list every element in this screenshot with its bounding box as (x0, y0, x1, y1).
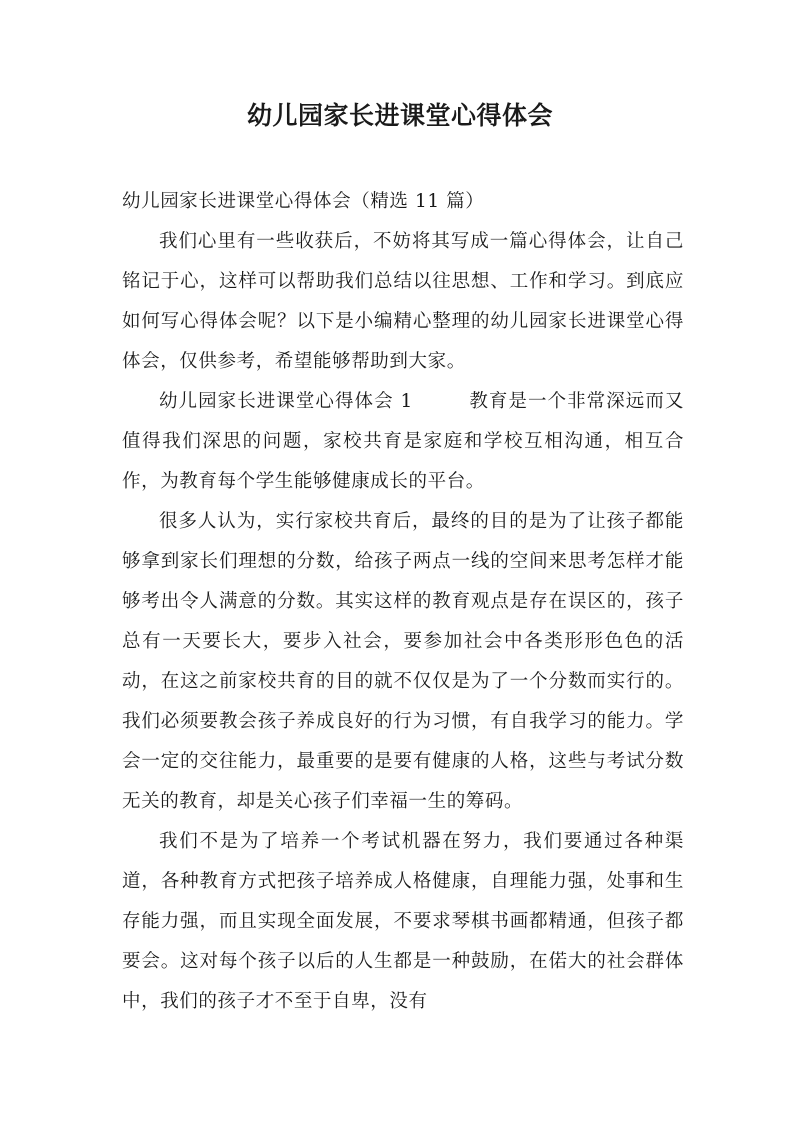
document-body (122, 182, 684, 1022)
document-subtitle: 幼儿园家长进课堂心得体会（精选 11 篇） (122, 191, 485, 212)
document-title: 幼儿园家长进课堂心得体会 (246, 101, 553, 130)
section-1-paragraph (122, 382, 684, 502)
intro-paragraph: 我们心里有一些收获后，不妨将其写成一篇心得体会，让自己铭记于心，这样可以帮助我们总结以往思想、工作和学习。到底应如何写心得体会呢？以下是小编精心整理的幼儿园家长进课堂心得体会，仅供参考，希望能够帮助到大家。 (122, 231, 684, 372)
section-1-heading: 幼儿园家长进课堂心得体会 1 (159, 391, 413, 412)
section-1-lead-text: 教育是一个非常深远而又值得我们深思的问题，家校共育是家庭和学校互相沟通，相互合作，为教育每个学生能够健康成长的平台。 (122, 391, 684, 492)
body-paragraph-2: 很多人认为，实行家校共育后，最终的目的是为了让孩子都能够拿到家长们理想的分数，给孩子两点一线的空间来思考怎样才能够考出令人满意的分数。其实这样的教育观点是存在误区的，孩子总有一天要长大，要步入社会，要参加社会中各类形形色色的活动，在这之前家校共育的目的就不仅仅是为了一个分数而实行的。我们必须要教会孩子养成良好的行为习惯，有自我学习的能力。学会一定的交往能力，最重要的是要有健康的人格，这些与考试分数无关的教育，却是关心孩子们幸福一生的筹码。 (122, 511, 684, 812)
body-paragraph-3: 我们不是为了培养一个考试机器在努力，我们要通过各种渠道，各种教育方式把孩子培养成人格健康，自理能力强，处事和生存能力强，而且实现全面发展，不要求琴棋书画都精通，但孩子都要会。这对每个孩子以后的人生都是一种鼓励，在偌大的社会群体中，我们的孩子才不至于自卑，没有 (122, 831, 684, 1012)
